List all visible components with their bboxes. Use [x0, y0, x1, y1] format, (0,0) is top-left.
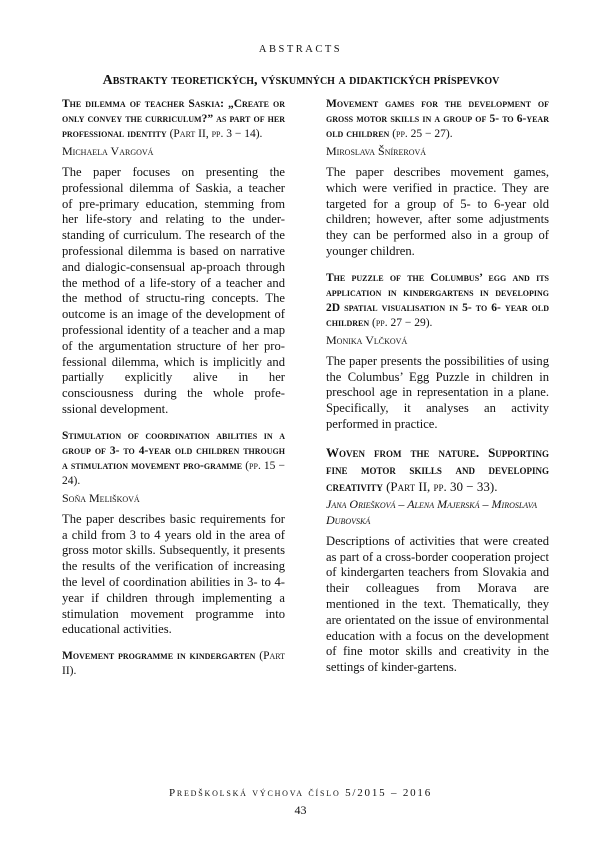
abstract-author: Soňa Melišková: [62, 490, 140, 505]
page-reference: (Part II).: [62, 650, 285, 678]
abstract-title: Movement programme in kindergarten (Part II).: [62, 650, 285, 678]
abstract-title: The puzzle of the Columbus’ egg and its application in kindergartens in developing 2D spatial visualisation in 5- to 6- year old children (pp. 27 − 29).: [326, 271, 549, 329]
abstract-entry: [62, 429, 285, 638]
abstract-text: The paper describes movement games, which were verified in practice. They are targeted for a group of 5- to 6-year old children; however, after some adjustments they can be performed also in a group of younger children.: [326, 165, 549, 258]
abstract-text: The paper describes basic requirements for a child from 3 to 4 years old in the area of gross motor skills. Subsequently, it presents the results of the verification of increasing the level of coordination abilities in 3- to 4-year if children through implementing a stimulation movement programme into educational activities.: [62, 511, 285, 637]
abstract-author: Monika Vlčková: [326, 332, 408, 347]
abstract-entry: [62, 649, 285, 679]
page-number: 43: [294, 803, 307, 817]
page-reference: (pp. 15 − 24).: [62, 459, 286, 487]
abstract-entry: [62, 97, 285, 418]
abstract-author: Michaela Vargová: [62, 144, 154, 158]
page-reference: (Part II, pp. 30 − 33).: [386, 478, 498, 494]
abstract-title: Woven from the nature. Supporting fine motor skills and developing creativity (Part II, pp. 30 − 33).: [326, 444, 549, 494]
section-title: Abstrakty teoretických, výskumných a didaktických príspevkov: [102, 73, 500, 88]
abstract-title: The dilemma of teacher Saskia: „Create or only convey the curriculum?” as part of her professional identity (Part II, pp. 3 − 14).: [62, 98, 285, 140]
abstract-entry: [326, 271, 549, 433]
journal-footer: Predškolská výchova číslo 5/2015 – 2016: [168, 787, 433, 799]
abstract-author: Miroslava Šnírerová: [326, 144, 427, 158]
abstract-title: Stimulation of coordination abilities in a group of 3- to 4-year old children through a stimulation movement pro-gramme (pp. 15 − 24).: [62, 429, 286, 487]
abstract-text: The paper presents the possibilities of using the Columbus’ Egg Puzzle in children in preschool age in representation in a plane. Specifically, it analyses an activity performed in practice.: [326, 353, 549, 431]
abstract-text: Descriptions of activities that were created as part of a cross-border cooperation project of kindergarten teachers from Slovakia and their colleagues from Morava are mentioned in the text. Thematically, they are orientated on the issue of environmental education with a focus on the development of fine motor skills and creativity in the settings of kinder-gartens.: [326, 533, 549, 675]
page-reference: (pp. 25 − 27).: [392, 128, 453, 140]
abstract-title: Movement games for the development of gross motor skills in a group of 5- to 6-year old children (pp. 25 − 27).: [326, 98, 549, 140]
abstract-entry: [326, 444, 549, 676]
left-column: [62, 97, 285, 690]
abstract-author: Jana Oriešková – Alena Majerská – Miroslava Dubovská: [326, 496, 537, 527]
abstract-text: The paper focuses on presenting the professional dilemma of Saskia, a teacher of pre-primary education, stemming from her life-story and relating to the under-standing of curriculum. The research of the professional dilemma is based on narrative and dialogic-consensual ap-proach through the method of a life-story of a teacher and the method of structu-ring concepts. The outcome is an image of the development of professional identity of a teacher and a map of the argumentation structure of her pro-fessional dilemma, which is implicitly and partially explicitly alive in her consciousness during the whole profe-ssional development.: [62, 165, 285, 416]
right-column: [326, 97, 549, 687]
page-reference: (pp. 27 − 29).: [372, 316, 433, 329]
running-header: ABSTRACTS: [258, 44, 343, 55]
abstract-entry: [326, 97, 549, 260]
page-reference: (Part II, pp. 3 − 14).: [169, 128, 263, 140]
